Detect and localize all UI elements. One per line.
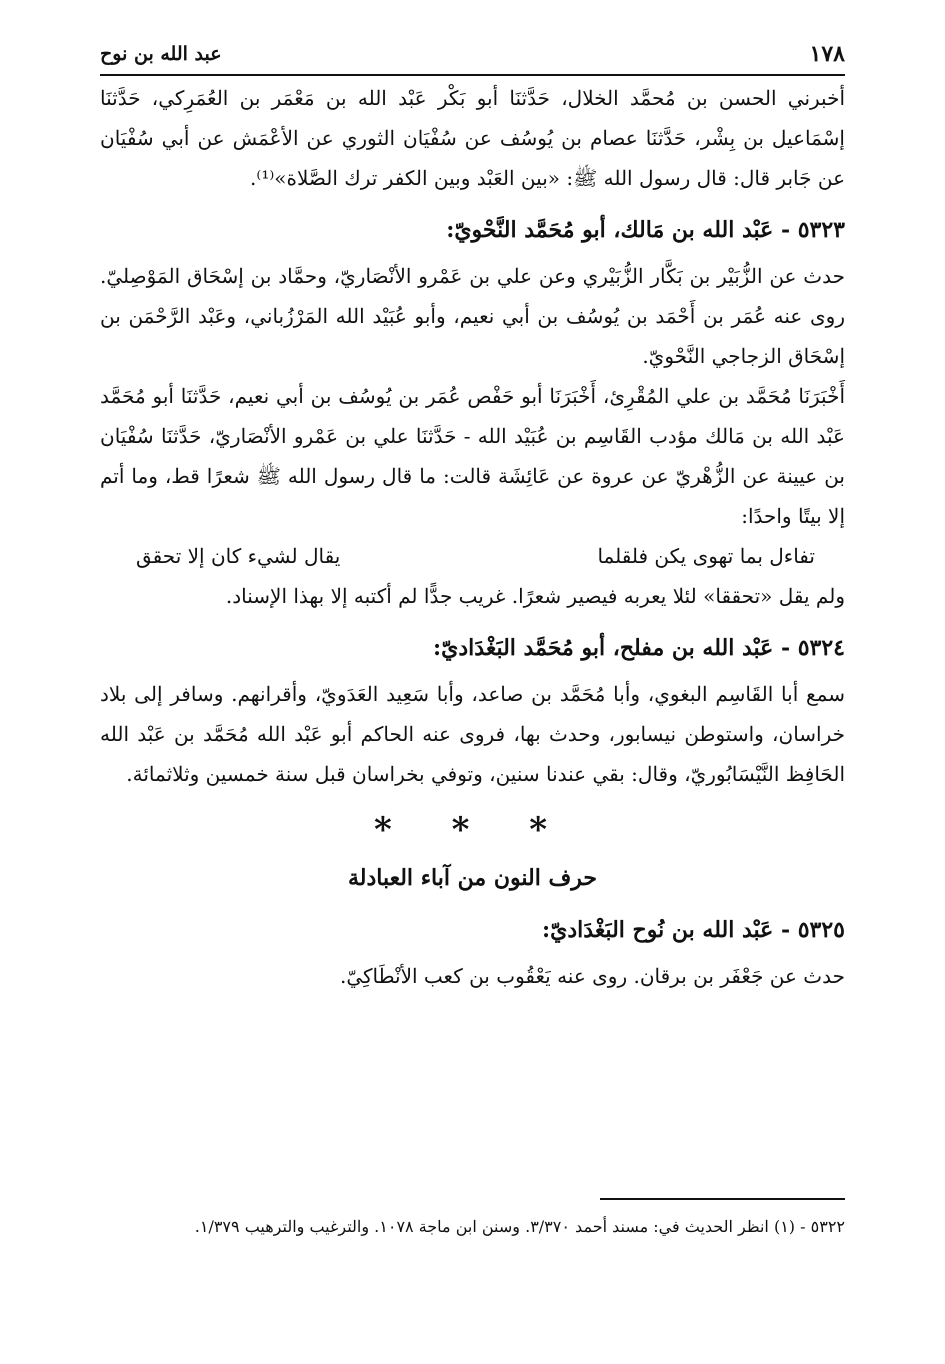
page-header [100,34,845,76]
entry-heading-5324: ٥٣٢٤ - عَبْد الله بن مفلح، أبو مُحَمَّد البَغْدَاديّ: [433,635,845,661]
footnote: ٥٣٢٢ - (١) انظر الحديث في: مسند أحمد ٣/٣٧٠. وسنن ابن ماجة ١٠٧٨. والترغيب والترهيب ١/٣٧٩. [194,1217,845,1236]
verse-second-hemistich: يقال لشيء كان إلا تحقق [136,544,341,568]
paragraph-verse-note: ولم يقل «تحققا» لئلا يعربه فيصير شعرًا. غريب جدًّا لم أكتبه إلا بهذا الإسناد. [225,584,845,608]
section-divider-stars: * * * [373,810,571,850]
poem-verse [100,536,845,576]
paragraph-bio-5324: سمع أبا القَاسِم البغوي، وأبا مُحَمَّد بن صاعد، وأبا سَعِيد العَدَويّ، وأقرانهم. وسافر إلى بلاد خراسان، واستوطن نيسابور، وحدث بها، فروى عنه الحاكم أبو عَبْد الله مُحَمَّد بن عَبْد الله الحَافِظ النَّيْسَابُوريّ، وقال: بقي عندنا سنين، وتوفي بخراسان قبل سنة خمسين وثلاثمائة. [100,682,845,786]
section-title: حرف النون من آباء العبادلة [347,865,598,891]
paragraph-bio-5325: حدث عن جَعْفَر بن برقان. روى عنه يَعْقُوب بن كعب الأنْطَاكِيّ. [339,964,845,988]
paragraph-hadith-5322: أخبرني الحسن بن مُحمَّد الخلال، حَدَّثنَا أبو بَكْر عَبْد الله بن مَعْمَر بن العُمَرِكي، حَدَّثنَا إسْمَاعيل بن بِشْر، حَدَّثنَا عصام بن يُوسُف عن سُفْيَان الثوري عن الأعْمَش عن أبي سُفْيَان عن جَابر قال: قال رسول الله ﷺ: «بين العَبْد وبين الكفر ترك الصَّلاة»⁽¹⁾. [100,86,845,190]
paragraph-bio-5323: حدث عن الزُّبَيْر بن بَكَّار الزُّبَيْري وعن علي بن عَمْرو الأنْصَاريّ، وحمَّاد بن إسْحَاق المَوْصِليّ. روى عنه عُمَر بن أَحْمَد بن يُوسُف بن أبي نعيم، وأبو عُبَيْد الله المَرْزُباني، وعَبْد الرَّحْمَن بن إسْحَاق الزجاجي النَّحْويّ. [100,264,845,368]
page-number: ١٧٨ [809,41,845,67]
page-body [100,78,845,996]
verse-first-hemistich: تفاءل بما تهوى يكن فلقلما [597,544,815,568]
footnote-separator [600,1198,845,1200]
running-title: عبد الله بن نوح [100,43,222,65]
paragraph-hadith-5323: أَخْبَرَنَا مُحَمَّد بن علي المُقْرِئ، أَخْبَرَنَا أبو حَفْص عُمَر بن يُوسُف بن أبي نعيم، حَدَّثنَا أبو مُحَمَّد عَبْد الله بن مَالك مؤدب القَاسِم بن عُبَيْد الله - حَدَّثنَا علي بن عَمْرو الأنْصَاريّ، حَدَّثنَا سُفْيَان بن عيينة عن الزُّهْريّ عن عروة عن عَائِشَة قالت: ما قال رسول الله ﷺ شعرًا قط، وما أتم إلا بيتًا واحدًا: [100,384,845,528]
entry-heading-5325: ٥٣٢٥ - عَبْد الله بن نُوح البَغْدَاديّ: [542,917,845,943]
entry-heading-5323: ٥٣٢٣ - عَبْد الله بن مَالك، أبو مُحَمَّد النَّحْويّ: [446,217,845,243]
